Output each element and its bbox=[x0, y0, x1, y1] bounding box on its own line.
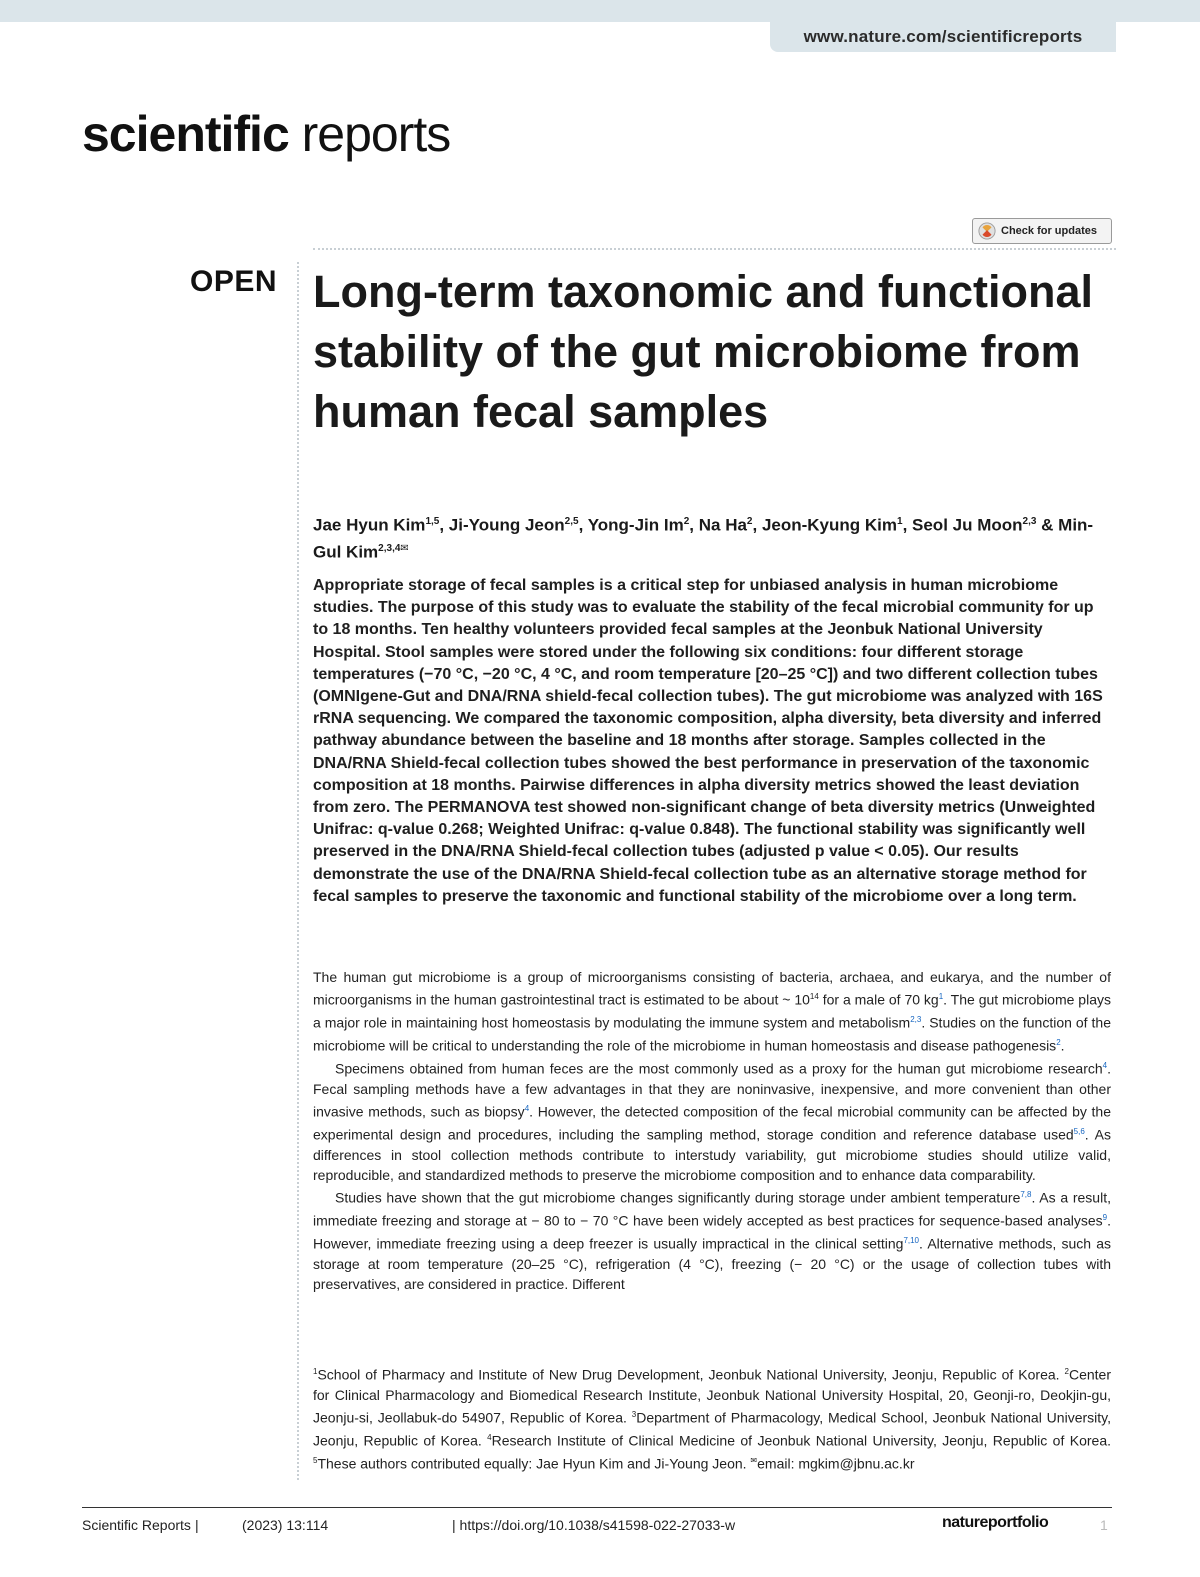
affiliation-text: Department of Pharmacology, Medical School, Jeonbuk National University, Jeonju, Republic of Korea. bbox=[313, 1409, 1111, 1449]
reference-link[interactable]: 9 bbox=[1102, 1212, 1108, 1222]
footer-doi-link[interactable]: | https://doi.org/10.1038/s41598-022-27033-w bbox=[452, 1517, 736, 1533]
journal-url-link[interactable]: www.nature.com/scientificreports bbox=[770, 22, 1116, 52]
introduction-text bbox=[313, 967, 1111, 1294]
author-affiliation-ref: 2,3 bbox=[1022, 516, 1037, 527]
author-affiliation-ref: 1,5 bbox=[425, 516, 440, 527]
author-name[interactable]: Ji-Young Jeon bbox=[448, 515, 565, 535]
body-text-run: . Fecal sampling methods have a few advantages in that they are noninvasive, inexpensive, and more convenient than other invasive methods, such as biopsy bbox=[313, 1060, 1111, 1120]
author-name[interactable]: Jeon-Kyung Kim bbox=[761, 515, 897, 535]
footer-rule bbox=[82, 1507, 1112, 1508]
author-affiliation-ref: 2 bbox=[746, 516, 753, 527]
body-paragraph bbox=[313, 1185, 1111, 1294]
check-for-updates-label: Check for updates bbox=[1001, 225, 1097, 237]
body-text-run: . The gut microbiome plays a major role in maintaining host homeostasis by modulating the immune system and metabolism bbox=[313, 991, 1111, 1031]
body-paragraph bbox=[313, 967, 1111, 1056]
footer-citation: (2023) 13:114 bbox=[242, 1517, 329, 1533]
affiliation-number: 1 bbox=[313, 1367, 318, 1376]
body-paragraph bbox=[313, 1056, 1111, 1185]
author-name[interactable]: Jae Hyun Kim bbox=[313, 515, 426, 535]
header-dotted-rule bbox=[313, 248, 1116, 250]
author-affiliation-ref: 2 bbox=[683, 516, 690, 527]
author-list: Jae Hyun Kim$^{1,5}$, Ji-Young Jeon$^{2,5}$, Yong-Jin Im$^2$, Na Ha$^2$, Jeon-Kyung Kim$^1$, Seol Ju Moon$^{2,3}$ & Min-Gul Kim$^{2,3,4✉}$ bbox=[313, 515, 1094, 562]
abstract: Appropriate storage of fecal samples is a critical step for unbiased analysis in human microbiome studies. The purpose of this study was to evaluate the stability of the fecal microbial community for up to 18 months. Ten healthy volunteers provided fecal samples at the Jeonbuk National University Hospital. Stool samples were stored under the following six conditions: four different storage temperatures (−70 °C, −20 °C, 4 °C, and room temperature [20–25 °C]) and two different collection tubes (OMNIgene-Gut and DNA/RNA shield-fecal collection tubes). The gut microbiome was analyzed with 16S rRNA sequencing. We compared the taxonomic composition, alpha diversity, beta diversity and inferred pathway abundance between the baseline and 18 months after storage. Samples collected in the DNA/RNA Shield-fecal collection tubes showed the best performance in preservation of the taxonomic composition at 18 months. Pairwise differences in alpha diversity metrics showed the least deviation from zero. The PERMANOVA test showed non-significant change of beta diversity metrics (Unweighted Unifrac: q-value 0.268; Weighted Unifrac: q-value 0.848). The functional stability was significantly well preserved in the DNA/RNA Shield-fecal collection tubes (adjusted p value < 0.05). Our results demonstrate the use of the DNA/RNA Shield-fecal collection tube as an alternative storage method for fecal samples to preserve the taxonomic and functional stability of the microbiome over a long term. bbox=[313, 577, 1103, 905]
body-text-run: . As a result, immediate freezing and storage at − 80 to − 70 °C have been widely accepted as best practices for sequence-based analyses bbox=[313, 1189, 1111, 1229]
body-text-run: . Alternative methods, such as storage at room temperature (20–25 °C), refrigeration (4 °C), freezing (− 20 °C) or the usage of collection tubes with preservatives, are considered in practice. Different bbox=[313, 1235, 1111, 1292]
body-text-run: . As differences in stool collection methods contribute to interstudy variability, gut microbiome studies should utilize valid, reproducible, and standardized methods to preserve the microbiome composition and to enhance data comparability. bbox=[313, 1126, 1111, 1183]
body-text-run: Studies have shown that the gut microbiome changes significantly during storage under ambient temperature bbox=[335, 1189, 1021, 1206]
corresponding-author-mail-icon[interactable]: ✉ bbox=[400, 542, 409, 554]
footer-separator: | bbox=[194, 1517, 199, 1533]
affiliation-text: Research Institute of Clinical Medicine of Jeonbuk National University, Jeonju, Republic of Korea. bbox=[491, 1432, 1111, 1449]
corresponding-email-link[interactable]: email: mgkim@jbnu.ac.kr bbox=[757, 1455, 915, 1472]
affiliation-text: School of Pharmacy and Institute of New Drug Development, Jeonbuk National University, Jeonju, Republic of Korea. bbox=[317, 1366, 1065, 1383]
body-text-run: The human gut microbiome is a group of microorganisms consisting of bacteria, archaea, and eukarya, and the number of microorganisms in the human gastrointestinal tract is estimated to be about ~ 10 bbox=[313, 969, 1111, 1008]
reference-link[interactable]: 5,6 bbox=[1073, 1126, 1085, 1136]
reference-link[interactable]: 4 bbox=[1102, 1060, 1108, 1070]
reference-link[interactable]: 1 bbox=[938, 992, 944, 1002]
journal-logo-word-scientific: scientific bbox=[82, 106, 289, 162]
nature-portfolio-logo: natureportfolio bbox=[942, 1514, 1049, 1531]
footer-journal-text: Scientific Reports bbox=[82, 1517, 191, 1533]
reference-link[interactable]: 7,8 bbox=[1020, 1189, 1032, 1199]
author-name[interactable]: Yong-Jin Im bbox=[587, 515, 684, 535]
body-text-run: . However, immediate freezing using a deep freezer is usually impractical in the clinical setting bbox=[313, 1212, 1111, 1252]
reference-link[interactable]: 7,10 bbox=[903, 1235, 920, 1245]
check-for-updates-icon bbox=[978, 222, 996, 240]
header-band bbox=[0, 0, 1200, 22]
affiliation-text: Center for Clinical Pharmacology and Biomedical Research Institute, Jeonbuk National University Hospital, 20, Geonji-ro, Deokjin-gu, Jeonju-si, Jeollabuk-do 54907, Republic of Korea. bbox=[313, 1366, 1111, 1426]
journal-logo-word-reports: reports bbox=[288, 106, 451, 162]
email-icon: ✉ bbox=[750, 1455, 758, 1465]
body-text-run: . Studies on the function of the microbiome will be critical to understanding the role of the microbiome in human homeostasis and disease pathogenesis bbox=[313, 1014, 1112, 1054]
check-for-updates-button[interactable] bbox=[972, 218, 1112, 244]
article-title: Long-term taxonomic and functional stability of the gut microbiome from human fecal samples bbox=[313, 266, 1094, 437]
body-text-run: for a male of 70 kg bbox=[818, 991, 939, 1008]
author-affiliation-ref: 2,3,4 bbox=[378, 542, 401, 554]
reference-link[interactable]: 2,3 bbox=[910, 1015, 922, 1025]
affiliations bbox=[313, 1362, 1111, 1474]
author-name[interactable]: Na Ha bbox=[698, 515, 747, 535]
author-affiliation-ref: 2,5 bbox=[564, 516, 579, 527]
page-number: 1 bbox=[1100, 1517, 1108, 1533]
body-text-run: . bbox=[1060, 1037, 1065, 1054]
reference-link[interactable]: 2 bbox=[1056, 1037, 1061, 1047]
body-text-run: Specimens obtained from human feces are the most commonly used as a proxy for the human gut microbiome research bbox=[335, 1060, 1103, 1077]
affiliation-number: 3 bbox=[631, 1410, 637, 1420]
journal-logo[interactable] bbox=[82, 104, 450, 164]
open-access-label: OPEN bbox=[190, 265, 278, 298]
body-text-run: . However, the detected composition of the fecal microbial community can be affected by the experimental design and procedures, including the sampling method, storage condition and reference database used bbox=[313, 1103, 1112, 1143]
author-affiliation-ref: 1 bbox=[897, 516, 903, 527]
affiliation-number: 5 bbox=[313, 1455, 318, 1465]
author-name[interactable]: Seol Ju Moon bbox=[912, 515, 1023, 535]
affiliation-text: These authors contributed equally: Jae Hyun Kim and Ji-Young Jeon. bbox=[317, 1455, 751, 1472]
footer-journal-name bbox=[82, 1517, 199, 1533]
affiliation-number: 4 bbox=[487, 1432, 492, 1442]
affiliation-number: 2 bbox=[1064, 1367, 1069, 1376]
superscript-exponent: 14 bbox=[809, 992, 819, 1002]
reference-link[interactable]: 4 bbox=[524, 1103, 530, 1113]
margin-dotted-rule bbox=[297, 262, 299, 1480]
author-name[interactable]: Min-Gul Kim bbox=[313, 515, 1094, 562]
